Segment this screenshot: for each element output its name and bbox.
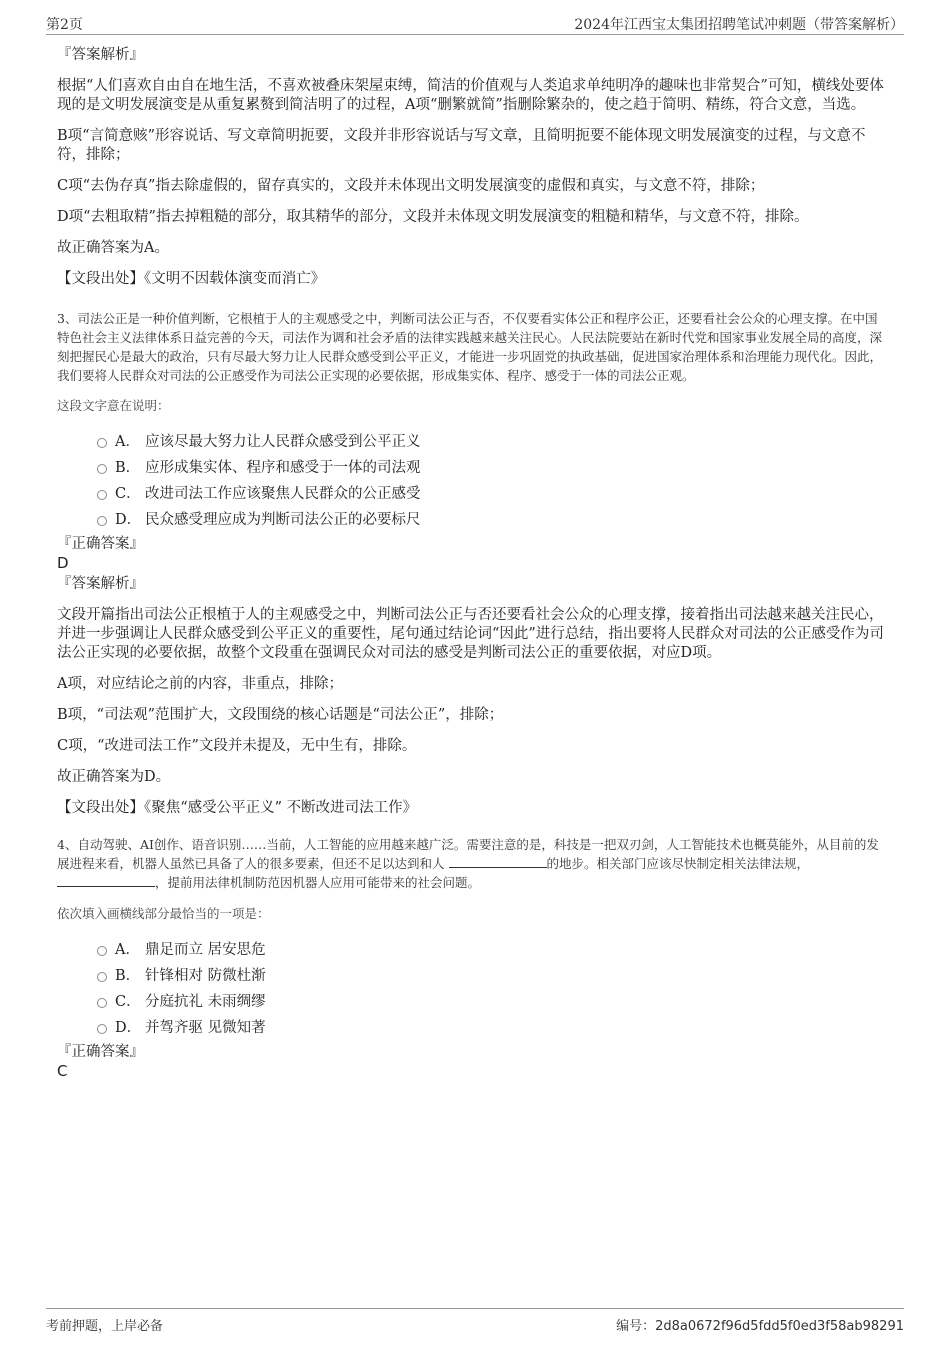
q2-conclusion: 故正确答案为A。 xyxy=(57,240,169,256)
q4-option-d[interactable]: D． 并驾齐驱 见微知著 xyxy=(57,1015,889,1041)
q2-analysis-tag: 『答案解析』 xyxy=(57,47,144,63)
page-number: 第2页 xyxy=(46,17,83,33)
radio-icon[interactable] xyxy=(97,946,107,956)
q2-analysis-p1: 根据“人们喜欢自由自在地生活，不喜欢被叠床架屋束缚，简洁的价值观与人类追求单纯明净的趣味也非常契合”可知，横线处要体现的是文明发展演变是从重复累赘到简洁明了的过程，A项“删繁就简”指删除繁杂的，使之趋于简明、精练，符合文意，当选。 xyxy=(57,78,884,113)
q2-analysis-p4: D项“去粗取精”指去掉粗糙的部分，取其精华的部分，文段并未体现文明发展演变的粗糙和精华，与文意不符，排除。 xyxy=(57,209,809,225)
q3-analysis-tag: 『答案解析』 xyxy=(57,576,144,592)
q3-question: 3、司法公正是一种价值判断，它根植于人的主观感受之中，判断司法公正与否，不仅要看实体公正和程序公正，还要看社会公众的心理支撑。在中国特色社会主义法律体系日益完善的今天，司法作为调和社会矛盾的法律实践越来越关注民心。人民法院要站在新时代党和国家事业发展全局的高度，深刻把握民心是最大的政治，只有尽最大努力让人民群众感受到公平正义，才能进一步巩固党的执政基础，促进国家治理体系和治理能力现代化。因此，我们要将人民群众对司法的公正感受作为司法公正实现的必要依据，形成集实体、程序、感受于一体的司法公正观。 xyxy=(57,311,883,383)
footer-slogan: 考前押题，上岸必备 xyxy=(46,1319,164,1334)
q3-conclusion: 故正确答案为D。 xyxy=(57,769,171,785)
document-code: 编号：2d8a0672f96d5fdd5f0ed3f58ab98291 xyxy=(616,1319,904,1334)
radio-icon[interactable] xyxy=(97,516,107,526)
q3-option-c[interactable]: C． 改进司法工作应该聚焦人民群众的公正感受 xyxy=(57,481,889,507)
radio-icon[interactable] xyxy=(97,1024,107,1034)
q4-prompt: 依次填入画横线部分最恰当的一项是： xyxy=(57,906,270,921)
page-footer xyxy=(46,1308,904,1333)
q3-options xyxy=(57,429,889,533)
q3-answer: D xyxy=(57,554,69,572)
q4-question: 4、自动驾驶、AI创作、语音识别……当前，人工智能的应用越来越广泛。需要注意的是，科技是一把双刃剑，人工智能技术也概莫能外，从目前的发展进程来看，机器人虽然已具备了人的很多要素，但还不足以达到和人 的地步。相关部门应该尽快制定相关法律法规，，提前用法律机制防范因机器人应用可能带来的社会问题。 xyxy=(57,837,879,890)
radio-icon[interactable] xyxy=(97,464,107,474)
radio-icon[interactable] xyxy=(97,490,107,500)
q4-options xyxy=(57,937,889,1041)
answer-blank xyxy=(449,855,547,868)
radio-icon[interactable] xyxy=(97,438,107,448)
radio-icon[interactable] xyxy=(97,972,107,982)
q2-source: 【文段出处】《文明不因载体演变而消亡》 xyxy=(57,271,326,287)
q3-analysis-p4: C项，“改进司法工作”文段并未提及，无中生有，排除。 xyxy=(57,738,417,754)
q4-answer-tag: 『正确答案』 xyxy=(57,1044,144,1060)
q3-option-b[interactable]: B． 应形成集实体、程序和感受于一体的司法观 xyxy=(57,455,889,481)
q3-option-d[interactable]: D． 民众感受理应成为判断司法公正的必要标尺 xyxy=(57,507,889,533)
answer-blank xyxy=(57,874,155,887)
document-title: 2024年江西宝太集团招聘笔试冲刺题（带答案解析） xyxy=(574,17,904,33)
q3-source: 【文段出处】《聚焦“感受公平正义” 不断改进司法工作》 xyxy=(57,800,418,816)
q4-option-a[interactable]: A． 鼎足而立 居安思危 xyxy=(57,937,889,963)
q4-option-c[interactable]: C． 分庭抗礼 未雨绸缪 xyxy=(57,989,889,1015)
q3-analysis-p3: B项，“司法观”范围扩大，文段围绕的核心话题是“司法公正”，排除； xyxy=(57,707,504,723)
q3-analysis-p2: A项，对应结论之前的内容，非重点，排除； xyxy=(57,676,343,692)
q4-option-b[interactable]: B． 针锋相对 防微杜渐 xyxy=(57,963,889,989)
page-header xyxy=(46,12,904,35)
page-content xyxy=(57,46,889,1081)
q3-answer-tag: 『正确答案』 xyxy=(57,536,144,552)
q4-answer: C xyxy=(57,1062,68,1080)
q3-option-a[interactable]: A． 应该尽最大努力让人民群众感受到公平正义 xyxy=(57,429,889,455)
q2-analysis-p2: B项“言简意赅”形容说话、写文章简明扼要，文段并非形容说话与写文章，且简明扼要不能体现文明发展演变的过程，与文意不符，排除； xyxy=(57,128,866,163)
radio-icon[interactable] xyxy=(97,998,107,1008)
q3-analysis-p1: 文段开篇指出司法公正根植于人的主观感受之中，判断司法公正与否还要看社会公众的心理支撑，接着指出司法越来越关注民心，并进一步强调让人民群众感受到公平正义的重要性，尾句通过结论词“因此”进行总结，指出要将人民群众对司法的公正感受作为司法公正实现的必要依据，故整个文段重在强调民众对司法的感受是判断司法公正的重要依据，对应D项。 xyxy=(57,607,884,661)
q3-prompt: 这段文字意在说明： xyxy=(57,398,170,413)
q2-analysis-p3: C项“去伪存真”指去除虚假的，留存真实的，文段并未体现出文明发展演变的虚假和真实，与文意不符，排除； xyxy=(57,178,765,194)
